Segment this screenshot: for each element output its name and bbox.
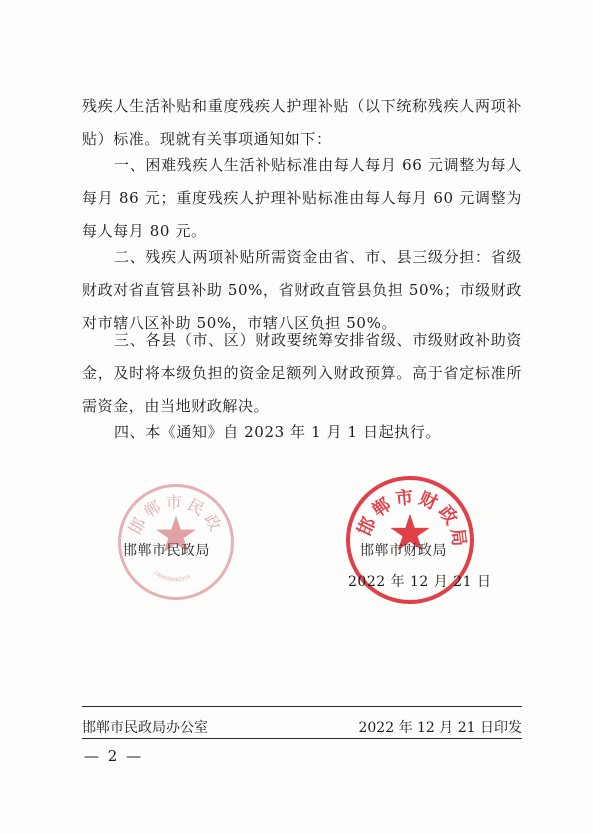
footer-issue-date: 2022 年 12 月 21 日印发 (358, 720, 522, 736)
svg-text:1304030062314 (152, 570, 191, 583)
seal-arc-text: 邯郸市财政局 (353, 486, 471, 552)
signature-civil-affairs: 邯郸市民政局 (123, 543, 210, 559)
svg-text:邯郸市民政局 (111, 472, 227, 538)
page-number: — 2 — (84, 747, 144, 765)
signature-date: 2022 年 12 月 21 日 (348, 574, 492, 590)
paragraph-item-2: 二、残疾人两项补贴所需资金由省、市、县三级分担：省级财政对省直管县补助 50%，省财政直管县负担 50%；市级财政对市辖八区补助 50%，市辖八区负担 50%。 (82, 248, 522, 332)
signature-finance-bureau: 邯郸市财政局 (360, 543, 447, 559)
footer-top-rule (82, 706, 522, 707)
footer-bottom-rule (82, 738, 522, 739)
paragraph-intro: 残疾人生活补贴和重度残疾人护理补贴（以下统称残疾人两项补贴）标准。现就有关事项通知如下： (82, 97, 522, 148)
seal-arc-text: 邯郸市民政局 (111, 472, 227, 538)
footer-issuer: 邯郸市民政局办公室 (82, 720, 208, 736)
paragraph-item-1: 一、困难残疾人生活补贴标准由每人每月 66 元调整为每人每月 86 元；重度残疾人护理补贴标准由每人每月 60 元调整为每人每月 80 元。 (82, 156, 522, 240)
paragraph-item-3: 三、各县（市、区）财政要统筹安排省级、市级财政补助资金，及时将本级负担的资金足额列入财政预算。高于省定标准所需资金，由当地财政解决。 (82, 331, 522, 415)
seal-code-text: 1304030062314 (152, 570, 192, 584)
paragraph-item-4: 四、本《通知》自 2023 年 1 月 1 日起执行。 (114, 423, 442, 441)
